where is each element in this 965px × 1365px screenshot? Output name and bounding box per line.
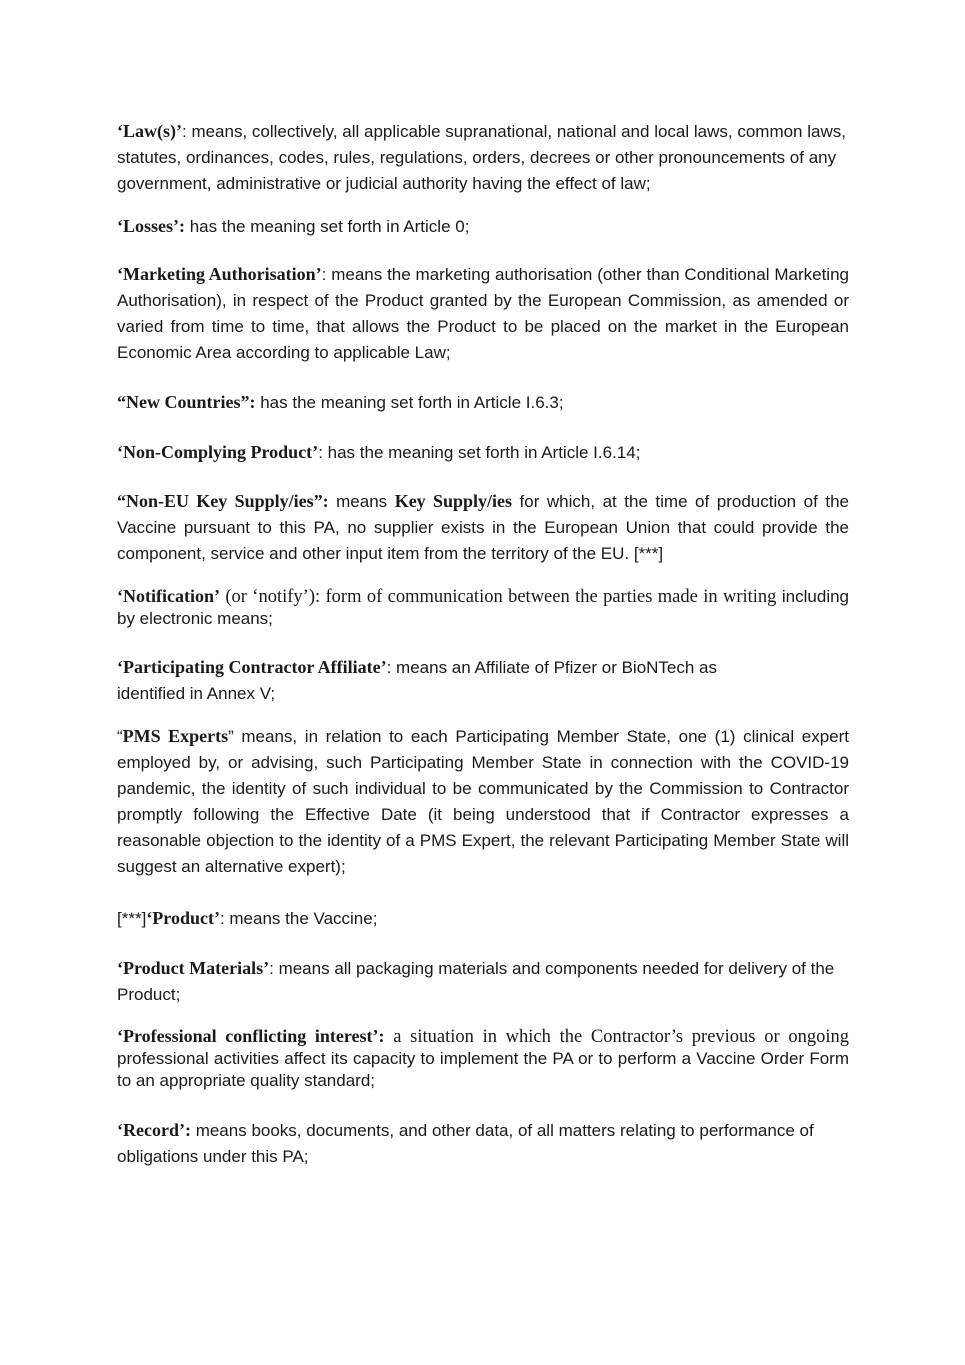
definition-losses [117, 213, 849, 240]
definition-text-serif: (or ‘notify’): form of communication between the parties made in writing [219, 587, 777, 607]
definition-professional-conflicting-interest [117, 1025, 849, 1092]
term-losses: ‘Losses’: [117, 216, 185, 236]
definition-text: : means an Affiliate of Pfizer or BioNTech as [386, 658, 718, 677]
term-pms-experts: PMS Experts [122, 726, 229, 746]
definition-marketing-authorisation [117, 261, 849, 366]
term-non-eu-key-supplies: “Non-EU Key Supply/ies”: [117, 491, 329, 511]
definition-text: : has the meaning set forth in Article I.6.14; [318, 443, 641, 462]
definition-non-eu-key-supplies [117, 488, 849, 567]
term-participating-contractor-affiliate: ‘Participating Contractor Affiliate’ [117, 657, 387, 677]
definition-text: : means, collectively, all applicable supranational, national and local laws, common laws, statutes, ordinances, codes, rules, regulations, orders, decrees or other pronouncements of any government, administrative or judicial authority having the effect of law; [117, 122, 846, 193]
term-marketing-authorisation: ‘Marketing Authorisation’ [117, 264, 322, 284]
definition-text: : means the marketing authorisation (other than Conditional Marketing Authorisation), in respect of the Product granted by the European Commission, as amended or varied from time to time, that allows the Product to be placed on the market in the European Economic Area according to applicable Law; [117, 265, 849, 362]
redaction-marker: [***] [117, 909, 147, 928]
definition-text: means books, documents, and other data, of all matters relating to performance of obligations under this PA; [117, 1121, 814, 1166]
term-laws: ‘Law(s)’ [117, 121, 182, 141]
definition-text: ” means, in relation to each Participating Member State, one (1) clinical expert employed by, or advising, such Participating Member State in connection with the COVID-19 pandemic, the identity of such individual to be communicated by the Commission to Contractor promptly following the Effective Date (it being understood that if Contractor expresses a reasonable objection to the identity of a PMS Expert, the relevant Participating Member State will suggest an alternative expert); [117, 727, 849, 876]
definition-text: has the meaning set forth in Article 0; [185, 217, 470, 236]
term-product: ‘Product’ [146, 908, 220, 928]
definition-record [117, 1117, 849, 1170]
definition-text: has the meaning set forth in Article I.6.3; [255, 393, 564, 412]
term-professional-conflicting-interest: ‘Professional conflicting interest’: [117, 1026, 385, 1046]
term-notification: ‘Notification’ [117, 586, 220, 606]
term-new-countries: “New Countries”: [117, 392, 256, 412]
term-record: ‘Record’: [117, 1120, 191, 1140]
definition-non-complying-product [117, 439, 849, 466]
definition-text: including by electronic means; [117, 587, 850, 628]
definition-pms-experts [117, 723, 849, 880]
definition-text: professional activities affect its capacity to implement the PA or to perform a Vaccine Order Form to an appropriate quality standard; [117, 1049, 849, 1090]
term-product-materials: ‘Product Materials’ [117, 958, 270, 978]
definition-text-serif: a situation in which the Contractor’s previous or ongoing [384, 1027, 849, 1047]
definition-product-materials [117, 955, 849, 1008]
term-key-supplies: Key Supply/ies [394, 491, 513, 511]
definition-text-line2: identified in Annex V; [117, 684, 276, 703]
definition-text: for which, at the time of production of the Vaccine pursuant to this PA, no supplier exists in the European Union that could provide the component, service and other input item from the territory of the EU. [***] [117, 492, 849, 563]
definition-new-countries [117, 389, 849, 416]
definition-text: : means all packaging materials and components needed for delivery of the Product; [117, 959, 835, 1004]
definition-text: means [328, 492, 395, 511]
definition-notification [117, 585, 849, 630]
definition-text: : means the Vaccine; [219, 909, 378, 928]
definition-product [117, 905, 849, 932]
quote-mark: “ [117, 727, 123, 746]
definition-participating-contractor-affiliate [117, 654, 849, 707]
term-non-complying-product: ‘Non-Complying Product’ [117, 442, 319, 462]
definition-laws [117, 118, 849, 197]
